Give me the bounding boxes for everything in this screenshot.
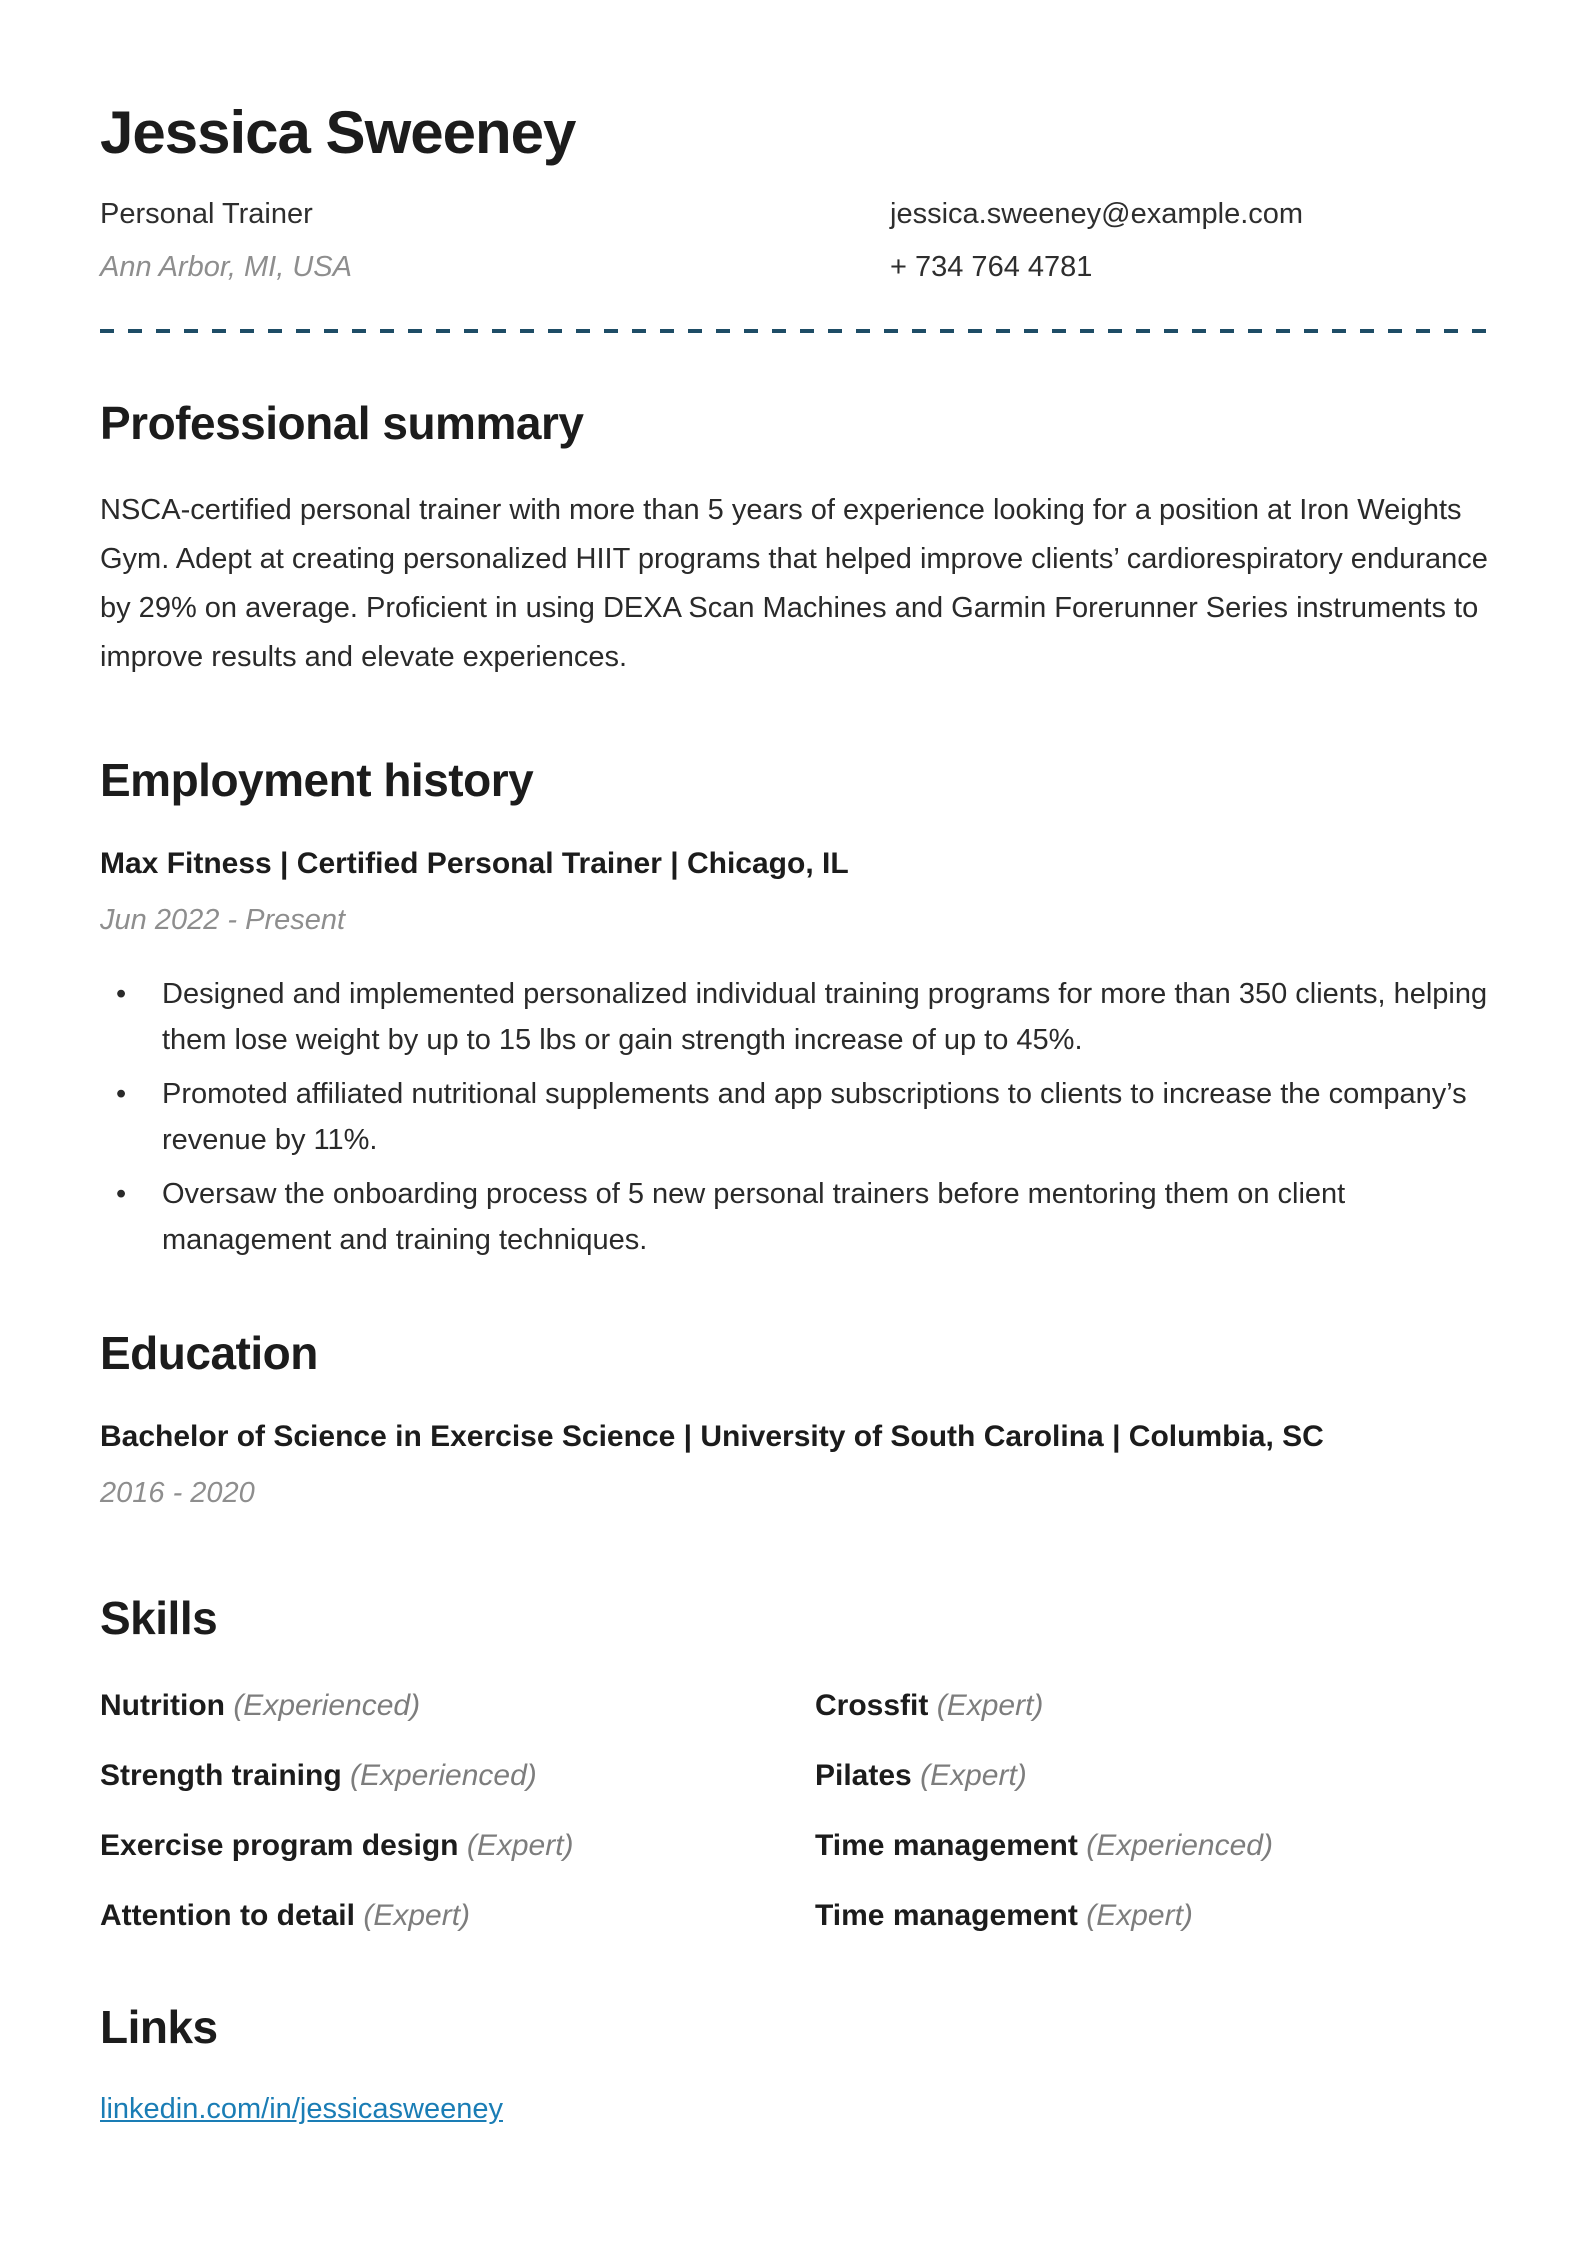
skill-level: (Expert) xyxy=(363,1899,471,1932)
section-skills xyxy=(100,1592,1488,1937)
skill-level: (Experienced) xyxy=(350,1759,537,1792)
skill-item xyxy=(100,1825,815,1867)
linkedin-link[interactable]: linkedin.com/in/jessicasweeney xyxy=(100,2093,503,2125)
skill-item xyxy=(100,1755,815,1797)
education-dates: 2016 - 2020 xyxy=(100,1477,255,1509)
candidate-email: jessica.sweeney@example.com xyxy=(890,198,1304,230)
degree-line: Bachelor of Science in Exercise Science | University of South Carolina | Columbia, SC xyxy=(100,1420,1324,1453)
skill-name: Time management xyxy=(815,1829,1078,1862)
skill-name: Crossfit xyxy=(815,1689,929,1722)
candidate-location: Ann Arbor, MI, USA xyxy=(100,251,352,283)
skill-name: Time management xyxy=(815,1899,1078,1932)
skill-item xyxy=(815,1685,1488,1727)
skill-level: (Experienced) xyxy=(1086,1829,1273,1862)
summary-text: NSCA-certified personal trainer with more than 5 years of experience looking for a position at Iron Weights Gym. Adept at creating personalized HIIT programs that helped improve clients’ cardiorespiratory endurance by 29% on average. Proficient in using DEXA Scan Machines and Garmin Forerunner Series instruments to improve results and elevate experiences. xyxy=(100,494,1488,673)
skill-item xyxy=(100,1895,815,1937)
skill-level: (Experienced) xyxy=(233,1689,421,1722)
skill-item xyxy=(815,1895,1488,1937)
education-heading: Education xyxy=(100,1327,318,1379)
dashed-divider xyxy=(100,329,1488,333)
section-links xyxy=(100,2001,1488,2130)
summary-heading: Professional summary xyxy=(100,397,584,449)
job-bullet: • Oversaw the onboarding process of 5 new personal trainers before mentoring them on client management and training techniques. xyxy=(100,1171,1488,1263)
links-heading: Links xyxy=(100,2001,218,2053)
candidate-name: Jessica Sweeney xyxy=(100,99,576,166)
skill-level: (Expert) xyxy=(1086,1899,1193,1932)
employment-heading: Employment history xyxy=(100,754,534,806)
job-dates: Jun 2022 - Present xyxy=(100,904,346,936)
skill-level: (Expert) xyxy=(466,1829,574,1862)
job-entry xyxy=(100,843,1488,1263)
skill-name: Pilates xyxy=(815,1759,912,1792)
skill-name: Exercise program design xyxy=(100,1829,459,1862)
skill-name: Nutrition xyxy=(100,1689,225,1722)
job-bullet: • Promoted affiliated nutritional supplements and app subscriptions to clients to increase the company’s revenue by 11%. xyxy=(100,1071,1488,1163)
skill-item xyxy=(815,1755,1488,1797)
skill-item xyxy=(100,1685,815,1727)
candidate-phone: + 734 764 4781 xyxy=(890,251,1093,283)
job-bullet: • Designed and implemented personalized individual training programs for more than 350 clients, helping them lose weight by up to 15 lbs or gain strength increase of up to 45%. xyxy=(100,971,1488,1063)
job-bullet-list xyxy=(100,971,1488,1263)
skills-heading: Skills xyxy=(100,1592,218,1644)
candidate-job-title: Personal Trainer xyxy=(100,198,313,230)
skill-name: Attention to detail xyxy=(100,1899,355,1932)
section-professional-summary xyxy=(100,397,1488,682)
skill-name: Strength training xyxy=(100,1759,342,1792)
skill-level: (Expert) xyxy=(920,1759,1027,1792)
section-employment-history xyxy=(100,754,1488,1263)
skills-grid xyxy=(100,1685,1488,1937)
skill-item xyxy=(815,1825,1488,1867)
skill-level: (Expert) xyxy=(936,1689,1044,1722)
job-title-line: Max Fitness | Certified Personal Trainer | Chicago, IL xyxy=(100,847,849,880)
section-education xyxy=(100,1327,1488,1514)
contact-info xyxy=(100,194,1488,287)
header xyxy=(100,100,1488,287)
